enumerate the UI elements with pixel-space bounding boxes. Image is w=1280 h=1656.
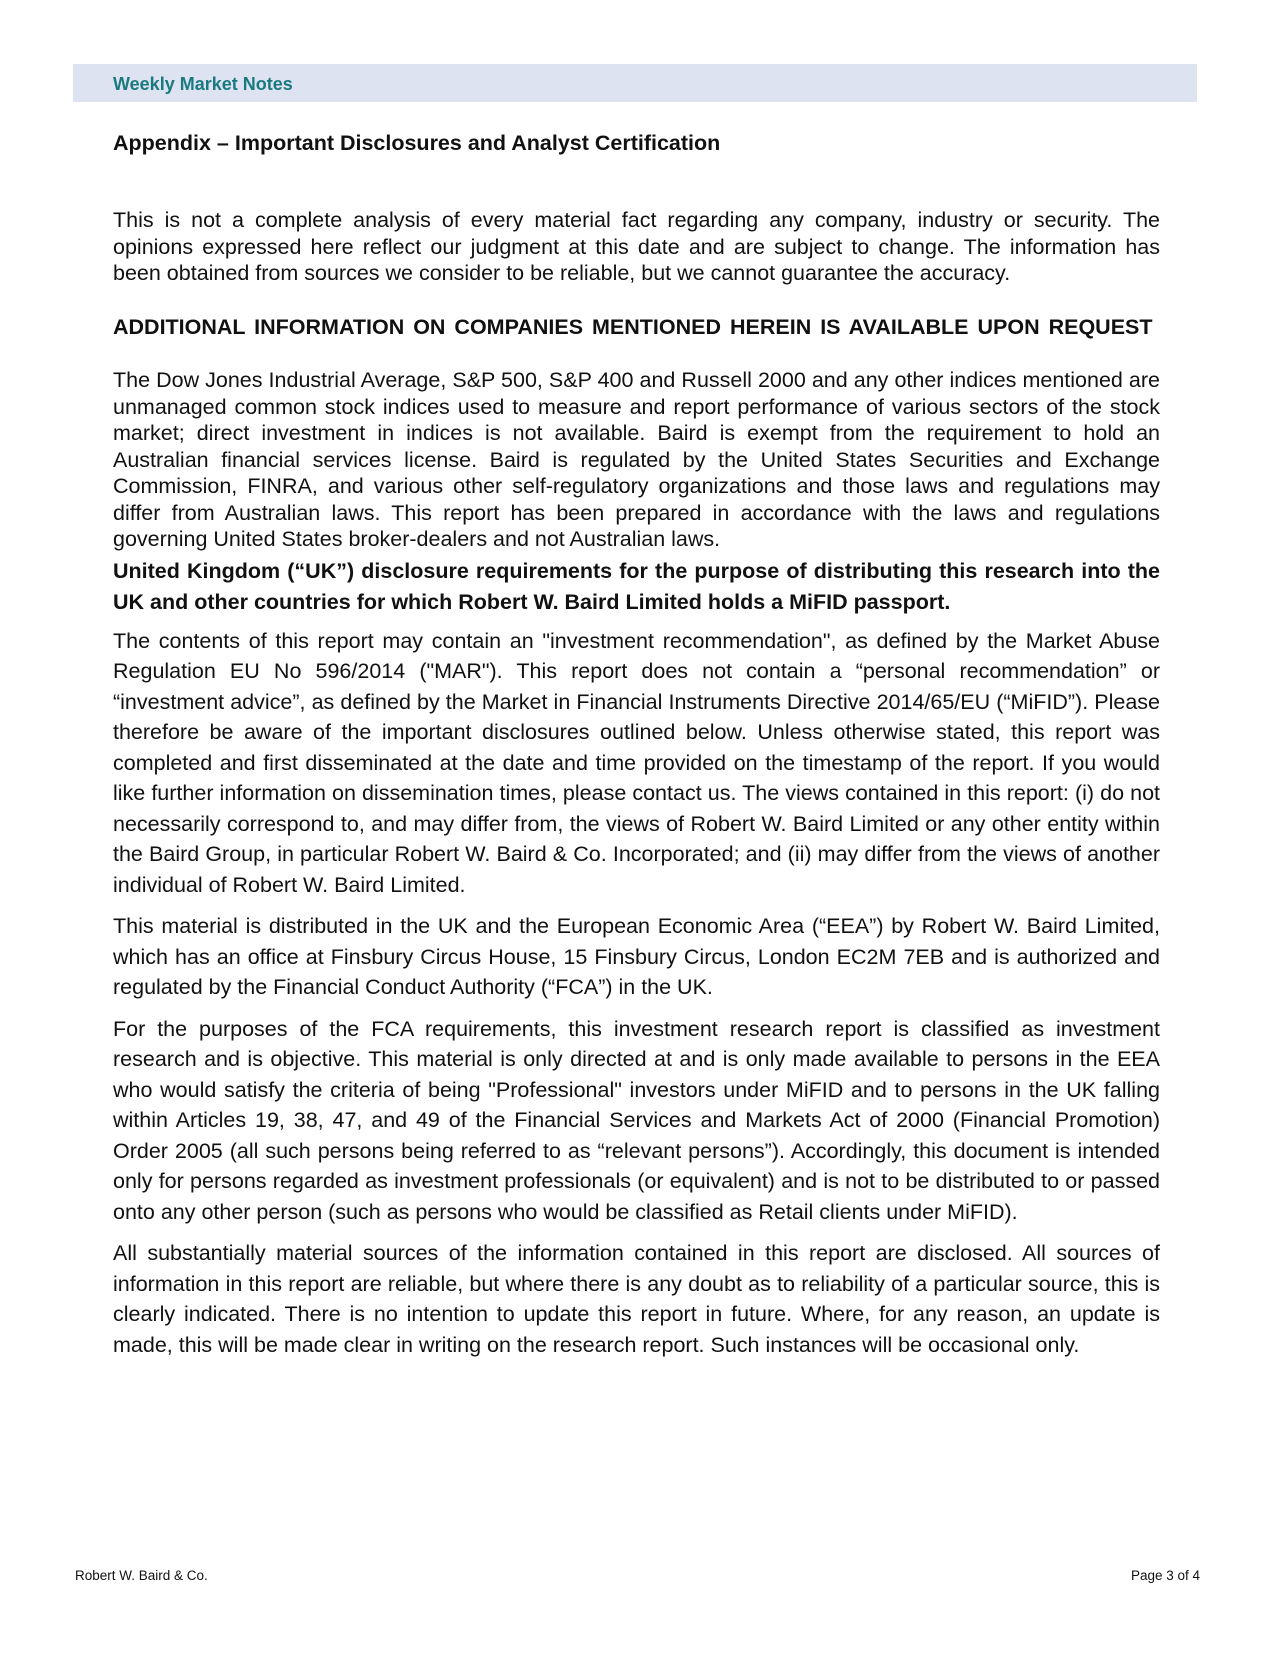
distribution-paragraph: This material is distributed in the UK and the European Economic Area (“EEA”) by Robert W. Baird Limited, which has an office at Finsbury Circus House, 15 Finsbury Circus, London EC2M 7EB and is authorized and regulated by the Financial Conduct Authority (“FCA”) in the UK.	[113, 914, 1160, 999]
header-title: Weekly Market Notes	[113, 74, 293, 94]
additional-info-heading: ADDITIONAL INFORMATION ON COMPANIES MENTIONED HEREIN IS AVAILABLE UPON REQUEST	[113, 314, 1153, 339]
footer-page-number: Page 3 of 4	[1130, 1568, 1200, 1583]
uk-disclosure-heading: United Kingdom (“UK”) disclosure requirements for the purpose of distributing this research into the UK and other countries for which Robert W. Baird Limited holds a MiFID passport.	[113, 558, 1160, 614]
fca-paragraph: For the purposes of the FCA requirements, this investment research report is classified as investment research and is objective. This material is only directed at and is only made available to persons in the EEA who would satisfy the criteria of being "Professional" investors under MiFID and to persons in the UK falling within Articles 19, 38, 47, and 49 of the Financial Services and Markets Act of 2000 (Financial Promotion) Order 2005 (all such persons being referred to as “relevant persons”). Accordingly, this document is intended only for persons regarded as investment professionals (or equivalent) and is not to be distributed to or passed onto any other person (such as persons who would be classified as Retail clients under MiFID).	[113, 1016, 1160, 1224]
footer-company: Robert W. Baird & Co.	[75, 1568, 208, 1583]
document-body	[113, 124, 1160, 1360]
header-band	[73, 64, 1197, 102]
intro-paragraph: This is not a complete analysis of every material fact regarding any company, industry or security. The opinions expressed here reflect our judgment at this date and are subject to change. The information has been obtained from sources we consider to be reliable, but we cannot guarantee the accuracy.	[113, 208, 1160, 285]
sources-paragraph: All substantially material sources of the information contained in this report are disclosed. All sources of information in this report are reliable, but where there is any doubt as to reliability of a particular source, this is clearly indicated. There is no intention to update this report in future. Where, for any reason, an update is made, this will be made clear in writing on the research report. Such instances will be occasional only.	[113, 1241, 1160, 1357]
contents-paragraph: The contents of this report may contain an "investment recommendation", as defined by the Market Abuse Regulation EU No 596/2014 ("MAR"). This report does not contain a “personal recommendation” or “investment advice”, as defined by the Market in Financial Instruments Directive 2014/65/EU (“MiFID”). Please therefore be aware of the important disclosures outlined below. Unless otherwise stated, this report was completed and first disseminated at the date and time provided on the timestamp of the report. If you would like further information on dissemination times, please contact us. The views contained in this report: (i) do not necessarily correspond to, and may differ from, the views of Robert W. Baird Limited or any other entity within the Baird Group, in particular Robert W. Baird & Co. Incorporated; and (ii) may differ from the views of another individual of Robert W. Baird Limited.	[113, 628, 1160, 897]
page-title: Appendix – Important Disclosures and Analyst Certification	[113, 131, 721, 155]
indices-paragraph: The Dow Jones Industrial Average, S&P 500, S&P 400 and Russell 2000 and any other indices mentioned are unmanaged common stock indices used to measure and report performance of various sectors of the stock market; direct investment in indices is not available. Baird is exempt from the requirement to hold an Australian financial services license. Baird is regulated by the United States Securities and Exchange Commission, FINRA, and various other self-regulatory organizations and those laws and regulations may differ from Australian laws. This report has been prepared in accordance with the laws and regulations governing United States broker-dealers and not Australian laws.	[113, 368, 1160, 551]
